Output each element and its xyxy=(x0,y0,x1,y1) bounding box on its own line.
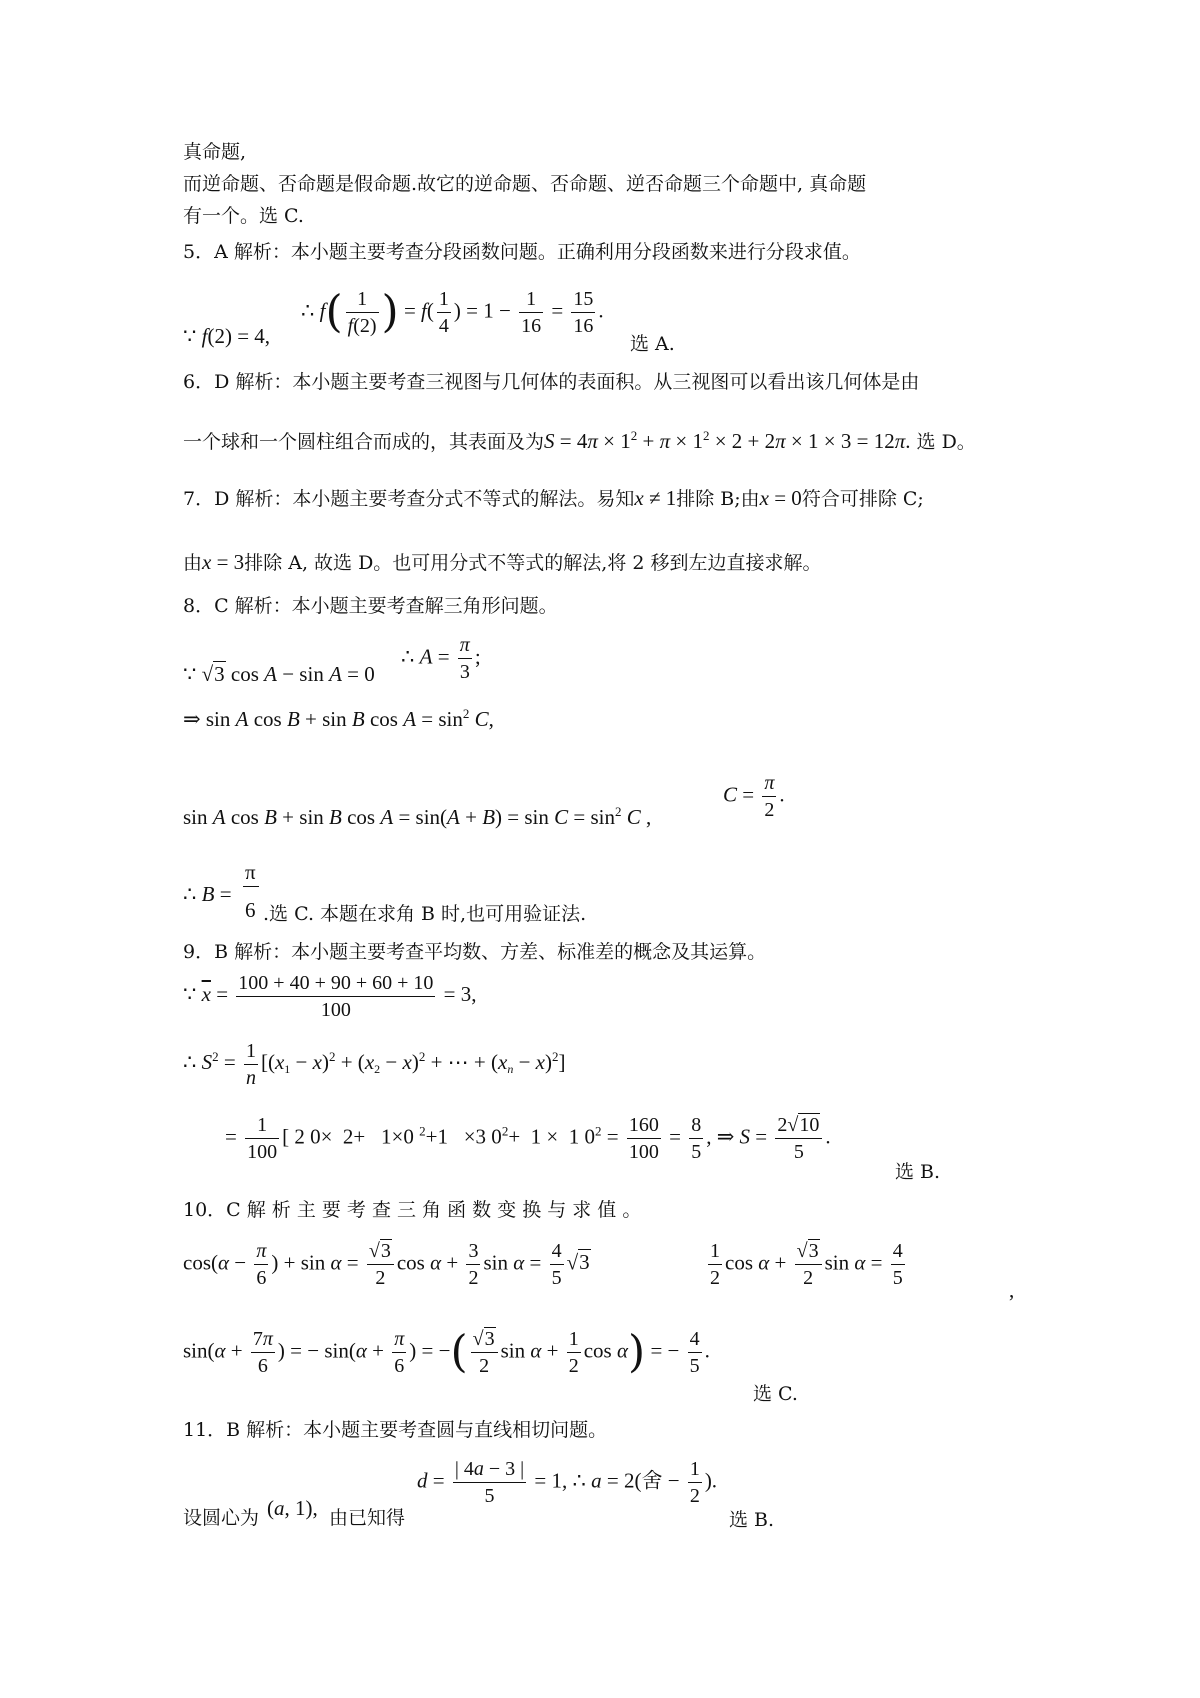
text-line: 而逆命题、否命题是假命题.故它的逆命题、否命题、逆否命题三个命题中, 真命题 xyxy=(183,173,867,195)
question-11-text: 由已知得 xyxy=(329,1507,406,1529)
question-6-text: 一个球和一个圆柱组合而成的，其表面及为 xyxy=(183,431,545,453)
question-11-choice: 选 B. xyxy=(729,1509,775,1531)
question-7-text: 排除 B;由 xyxy=(676,488,760,510)
question-6-choice: 选 D。 xyxy=(916,431,976,453)
question-10-formula-1: cos(α − $\frac{\pi}{6}$ ) + sin α = $\frac{√3}{2}$ cos α + $\frac{3}{2}$ sin α = $\frac{4}{5}$ √3 $\frac{1}{2}$ cos α + $\frac{√3}{2}$ sin α = $\frac{4}{5}$ , xyxy=(183,1240,1015,1302)
document-page: 真命题, 而逆命题、否命题是假命题.故它的逆命题、否命题、逆否命题三个命题中, 真命题 有一个。选 C. 5．A 解析：本小题主要考查分段函数问题。正确利用分段函数来进行分段求值。 ∵ f(2) = 4, ∴ f( $\frac{1}{f(2)}$ ) = f( $\frac{1}{4}$ ) = 1 − $\frac{1}{16}$ = $\frac{15}{16}$ . 选 A. 6．D 解析：本小题主要考查三视图与几何体的表面积。从三视图可以看出该几何体是由 一个球和一个圆柱组合而成的，其表面及为$S = 4\pi \times 1^2 + \pi \times 1^2 \times 2 + 2\pi \times 1 \times 3 = 12\pi$. 选 D。 7．D 解析：本小题主要考查分式不等式的解法。易知x ≠ 1排除 B;由x = 0符合可排除 C; 由x = 3排除 A, 故选 D。也可用分式不等式的解法,将 2 移到左边直接求解。 8．C 解析：本小题主要考查解三角形问题。 ∵ √3 cos A − sin A = 0 ∴ A = $\frac{\pi}{3}$ ; ⇒ sin A cos B + sin B $\cos A = \sin^2 C$, sin A cos B + sin B $\cos A = \sin(A + B) = \sin C = \sin^2 C$ , C = $\frac{\pi}{2}$ . ∴ B = π 6 .选 C. 本题在求角 B 时,也可用验证法. 9．B 解析：本小题主要考查平均数、方差、标准差的概念及其运算。 ∵ $\overline{x}$ = $\frac{100 + 40 + 90 + 60 + 10}{100}$ = 3, ∴ $S^2$ = $\frac{1}{n}$ [$(x_1 - x)^2 + (x_2 - x)^2$ + ⋯ + $(x_n - x)^2$] = $\frac{1}{100}$ [ 2 0× 2+ 1×0 $^2$+1 ×3 $0^2+ 1 \times 1$ $0^2$ = $\frac{160}{100}$ = $\frac{8}{5}$ , ⇒ S = $\frac{2√10}{5}$ . 选 B. 10．C 解 析 主 要 考 查 三 角 函 数 变 换 与 求 值 。 cos(α − $\frac{\pi}{6}$ ) + sin α = $\frac{√3}{2}$ cos α + $\frac{3}{2}$ sin α = $\frac{4}{5}$ √3 $\frac{1}{2}$ cos α + $\frac{√3}{2}$ sin α = $\frac{4}{5}$ , sin(α + $\frac{7\pi}{6}$ ) = − sin(α + $\frac{\pi}{6}$ ) = −( $\frac{√3}{2}$ sin α + $\frac{1}{2}$ cos α) = − $\frac{4}{5}$ . 选 C. 11．B 解析：本小题主要考查圆与直线相切问题。 设圆心为 (a, 1), 由已知得 d = $\frac{| 4a - 3 |}{5}$ = 1, ∴ a = 2(舍 − $\frac{1}{2}$ ). 选 B. xyxy=(0,0,1200,1698)
question-10-heading: 10．C 解 析 主 要 考 查 三 角 函 数 变 换 与 求 值 。 xyxy=(183,1199,642,1221)
question-11-text: 设圆心为 xyxy=(183,1507,260,1529)
question-5-heading: 5．A 解析：本小题主要考查分段函数问题。正确利用分段函数来进行分段求值。 xyxy=(183,241,861,263)
question-6-line-2: 一个球和一个圆柱组合而成的，其表面及为$S = 4\pi \times 1^2 + \pi \times 1^2 \times 2 + 2\pi \times 1 \times 3 = 12\pi$. 选 D。 xyxy=(183,428,976,453)
question-5-choice: 选 A. xyxy=(630,333,675,355)
text-line: 真命题, xyxy=(183,141,247,163)
question-7-text: 排除 A, 故选 D。也可用分式不等式的解法,将 2 移到左边直接求解。 xyxy=(244,552,822,574)
question-7-text: 由 xyxy=(183,552,203,574)
question-8-formula-2: ⇒ sin A cos B + sin B $\cos A = \sin^2 C$, xyxy=(183,706,494,731)
question-8-conclusion: .选 C. 本题在求角 B 时,也可用验证法. xyxy=(263,903,587,925)
question-6-heading: 6．D 解析：本小题主要考查三视图与几何体的表面积。从三视图可以看出该几何体是由 xyxy=(183,371,920,393)
question-7-line-1: 7．D 解析：本小题主要考查分式不等式的解法。易知x ≠ 1排除 B;由x = 0符合可排除 C; xyxy=(183,486,924,510)
question-7-text: 符合可排除 C; xyxy=(801,488,924,510)
question-8-heading: 8．C 解析：本小题主要考查解三角形问题。 xyxy=(183,595,558,617)
question-10-choice: 选 C. xyxy=(753,1383,798,1405)
question-9-choice: 选 B. xyxy=(895,1161,941,1183)
question-7-text: 7．D 解析：本小题主要考查分式不等式的解法。易知 xyxy=(183,488,635,510)
question-9-formula-variance: ∴ $S^2$ = $\frac{1}{n}$ [$(x_1 - x)^2 + (x_2 - x)^2$ + ⋯ + $(x_n - x)^2$] xyxy=(183,1040,566,1089)
question-9-formula-mean: ∵ $\overline{x}$ = $\frac{100 + 40 + 90 + 60 + 10}{100}$ = 3, xyxy=(183,972,477,1021)
question-9-heading: 9．B 解析：本小题主要考查平均数、方差、标准差的概念及其运算。 xyxy=(183,941,767,963)
question-7-line-2: 由x = 3排除 A, 故选 D。也可用分式不等式的解法,将 2 移到左边直接求解。 xyxy=(183,550,822,574)
question-11-heading: 11．B 解析：本小题主要考查圆与直线相切问题。 xyxy=(183,1419,608,1441)
text-line: 有一个。选 C. xyxy=(183,205,304,227)
